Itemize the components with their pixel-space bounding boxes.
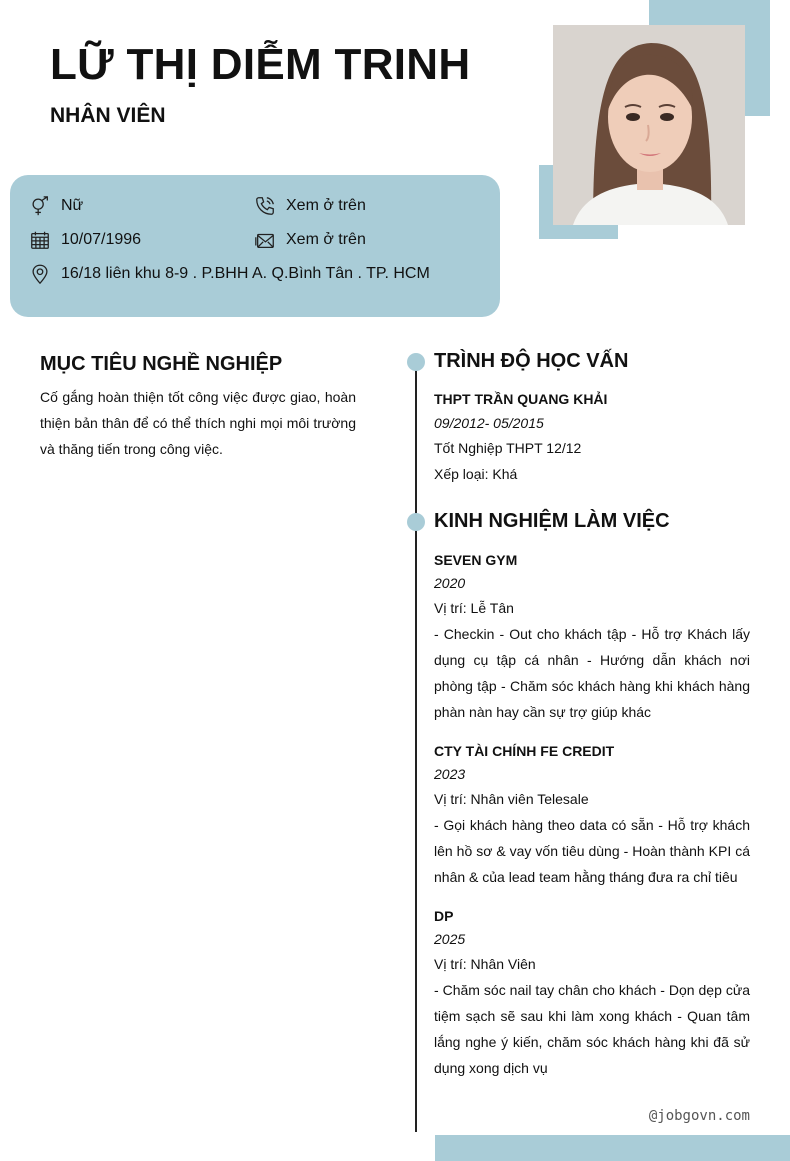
birthdate-value: 10/07/1996 (61, 231, 142, 248)
education-period: 09/2012- 05/2015 (434, 415, 544, 431)
job-description: - Chăm sóc nail tay chân cho khách - Dọn dẹp cửa tiệm sạch sẽ sau khi làm xong khách - Quan tâm lắng nghe ý kiến, chăm sóc khách hàng khi đã sử dụng xong dịch vụ (434, 982, 750, 1076)
job-company: CTY TÀI CHÍNH FE CREDIT (434, 743, 615, 759)
candidate-name: LỮ THỊ DIỄM TRINH (50, 40, 471, 89)
education-heading: TRÌNH ĐỘ HỌC VẤN (434, 350, 629, 372)
portrait-illustration (553, 25, 745, 225)
job-description: - Gọi khách hàng theo data có sẵn - Hỗ trợ khách lên hồ sơ & vay vốn tiêu dùng - Hoàn thành KPI cá nhân & của lead team hằng tháng đưa ra chỉ tiêu (434, 817, 750, 885)
gender-value: Nữ (61, 197, 84, 214)
phone-icon (254, 195, 276, 217)
job-position: Vị trí: Lễ Tân (434, 600, 514, 616)
email-icon (254, 229, 276, 251)
job-description: - Checkin - Out cho khách tập - Hỗ trợ Khách lấy dụng cụ tập cá nhân - Hướng dẫn khách nơi phòng tập - Chăm sóc khách hàng khi khách hàng phàn nàn hay cần sự trợ giúp khác (434, 626, 750, 720)
experience-heading: KINH NGHIỆM LÀM VIỆC (434, 510, 670, 532)
objective-heading: MỤC TIÊU NGHỀ NGHIỆP (40, 353, 283, 375)
profile-photo (553, 25, 745, 225)
candidate-title: NHÂN VIÊN (50, 104, 166, 127)
address-value: 16/18 liên khu 8-9 . P.BHH A. Q.Bình Tân . TP. HCM (61, 265, 430, 282)
education-school: THPT TRẦN QUANG KHẢI (434, 391, 608, 407)
objective-text: Cố gắng hoàn thiện tốt công việc được giao, hoàn thiện bản thân để có thể thích nghi mọi môi trường và thăng tiến trong công việc. (40, 389, 356, 457)
gender-icon (29, 195, 51, 217)
contact-address (29, 263, 430, 285)
location-pin-icon (29, 263, 51, 285)
timeline-dot-education (407, 353, 425, 371)
job-year: 2025 (434, 931, 466, 947)
contact-email (254, 229, 366, 251)
phone-value: Xem ở trên (286, 197, 366, 214)
footer-watermark: @jobgovn.com (648, 1108, 750, 1124)
education-degree: Tốt Nghiệp THPT 12/12 (434, 440, 582, 456)
job-year: 2023 (434, 766, 466, 782)
contact-birthdate (29, 229, 141, 251)
contact-gender (29, 195, 83, 217)
job-company: SEVEN GYM (434, 552, 518, 568)
calendar-icon (29, 229, 51, 251)
job-position: Vị trí: Nhân Viên (434, 956, 536, 972)
job-year: 2020 (434, 575, 466, 591)
contact-info-box (10, 175, 500, 317)
timeline-line (415, 362, 417, 1132)
timeline-dot-experience (407, 513, 425, 531)
job-company: DP (434, 908, 454, 924)
email-value: Xem ở trên (286, 231, 366, 248)
contact-phone (254, 195, 366, 217)
education-grade: Xếp loại: Khá (434, 466, 518, 482)
decor-block-bottom (435, 1135, 790, 1161)
job-position: Vị trí: Nhân viên Telesale (434, 791, 589, 807)
